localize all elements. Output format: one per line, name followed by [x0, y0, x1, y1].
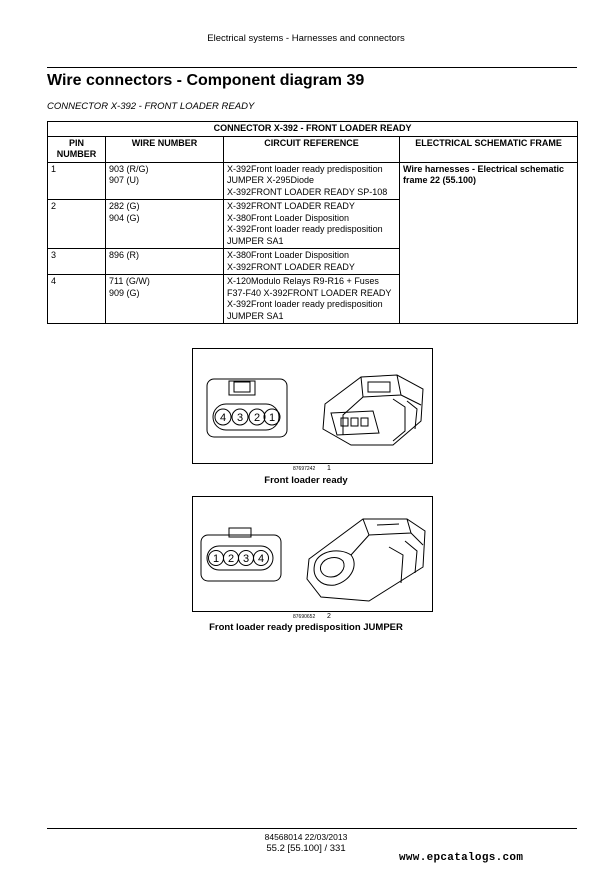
- wire-cell: [106, 200, 224, 249]
- figure-code: 87697242: [293, 466, 316, 472]
- footer-page-number: 55.2 [55.100] / 331: [266, 843, 346, 854]
- circuit-reference: X-120Modulo Relays R9-R16 + Fuses F37-F40 X-392FRONT LOADER READY: [227, 276, 392, 298]
- footer-doc-id: 84568014 22/03/2013: [264, 832, 348, 842]
- circuit-reference: X-380Front Loader Disposition: [227, 212, 350, 223]
- figure-front-loader-ready: [192, 348, 433, 464]
- wire-number: 907 (U): [109, 175, 140, 185]
- circuit-cell: [224, 200, 400, 249]
- connector-isometric-drawing: [323, 375, 423, 445]
- wire-cell: [106, 249, 224, 275]
- circuit-cell: [224, 249, 400, 275]
- circuit-cell: [224, 275, 400, 324]
- figure-number: 2: [327, 613, 331, 620]
- page-title: Wire connectors - Component diagram 39: [47, 72, 365, 89]
- jumper-isometric-drawing: [307, 519, 425, 601]
- connector-table: [47, 121, 578, 324]
- jumper-front-view-drawing: [193, 497, 432, 611]
- figure-caption: Front loader ready predisposition JUMPER: [209, 622, 403, 633]
- pin-label: 1: [212, 553, 220, 565]
- pin-label: 2: [227, 553, 235, 565]
- pin-label: 1: [268, 412, 276, 424]
- connector-subtitle: CONNECTOR X-392 - FRONT LOADER READY: [47, 101, 255, 112]
- footer-rule: [47, 828, 577, 829]
- header-rule: [47, 67, 577, 68]
- wire-cell: [106, 275, 224, 324]
- pin-label: 4: [257, 553, 265, 565]
- figure-number: 1: [327, 465, 331, 472]
- wire-cell: [106, 162, 224, 200]
- pin-cell: 2: [48, 200, 106, 249]
- figure-caption: Front loader ready: [264, 475, 348, 486]
- wire-number: 711 (G/W): [109, 276, 150, 286]
- table-row: [48, 162, 578, 200]
- circuit-reference: X-392FRONT LOADER READY: [227, 201, 355, 211]
- schematic-frame-cell: Wire harnesses - Electrical schematic frame 22 (55.100): [400, 162, 578, 324]
- pin-label: 3: [236, 412, 244, 424]
- circuit-reference: X-380Front Loader Disposition: [227, 250, 350, 260]
- pin-cell: 4: [48, 275, 106, 324]
- table-caption: CONNECTOR X-392 - FRONT LOADER READY: [48, 122, 578, 137]
- wire-number: 903 (R/G): [109, 163, 149, 174]
- pin-label: 2: [253, 412, 261, 424]
- figure-code: 87690652: [293, 614, 316, 620]
- circuit-reference: X-392Front loader ready predisposition JUMPER SA1: [227, 224, 383, 246]
- watermark: www.epcatalogs.com: [399, 852, 524, 864]
- circuit-cell: [224, 162, 400, 200]
- circuit-reference: X-392Front loader ready predisposition JUMPER SA1: [227, 299, 383, 321]
- wire-number: 909 (G): [109, 287, 140, 298]
- running-header: Electrical systems - Harnesses and connectors: [207, 33, 405, 44]
- column-header-circuit: CIRCUIT REFERENCE: [224, 136, 400, 162]
- wire-number: 896 (R): [109, 250, 140, 260]
- circuit-reference: X-392Front loader ready predisposition JUMPER X-295Diode: [227, 163, 383, 185]
- pin-cell: 3: [48, 249, 106, 275]
- column-header-pin: PIN NUMBER: [48, 136, 106, 162]
- wire-number: 904 (G): [109, 212, 140, 223]
- circuit-reference: X-392FRONT LOADER READY: [227, 261, 355, 272]
- column-header-frame: ELECTRICAL SCHEMATIC FRAME: [400, 136, 578, 162]
- pin-label: 3: [242, 553, 250, 565]
- figure-front-loader-jumper: [192, 496, 433, 612]
- pin-cell: 1: [48, 162, 106, 200]
- pin-label: 4: [219, 412, 227, 424]
- connector-front-view-drawing: [193, 349, 432, 463]
- wire-number: 282 (G): [109, 201, 140, 211]
- circuit-reference: X-392FRONT LOADER READY SP-108: [227, 186, 388, 197]
- column-header-wire: WIRE NUMBER: [106, 136, 224, 162]
